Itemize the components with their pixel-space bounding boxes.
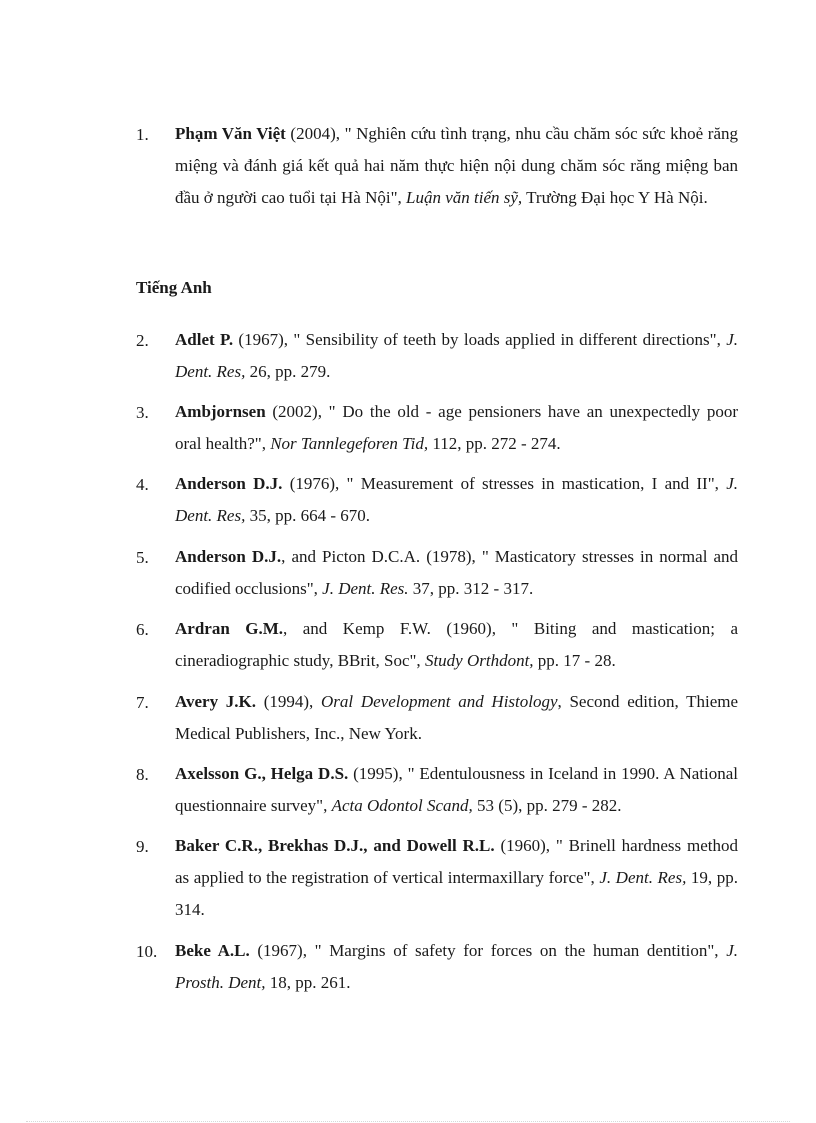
- reference-details: (1976), " Measurement of stresses in mastication, I and II",: [282, 474, 727, 493]
- reference-publication: , Second edition, Thieme Medical Publishers, Inc., New York.: [175, 692, 739, 743]
- reference-number: 8.: [136, 765, 149, 784]
- reference-details: (1995), " Edentulousness in Iceland in 1990. A National questionnaire survey",: [175, 764, 738, 815]
- reference-author: Ardran G.M.: [175, 619, 284, 638]
- reference-number: 9.: [136, 837, 149, 856]
- page-bottom-rule: [26, 1121, 790, 1122]
- reference-source: Luận văn tiến sỹ,: [406, 188, 523, 207]
- reference-text: [175, 830, 738, 926]
- reference-author: Adlet P.: [175, 330, 234, 349]
- reference-number: 4.: [136, 475, 149, 494]
- reference-publication: pp. 17 - 28.: [533, 651, 616, 670]
- reference-publication: 35, pp. 664 - 670.: [245, 506, 371, 525]
- reference-number: 5.: [136, 548, 149, 567]
- reference-number: 1.: [136, 125, 149, 144]
- reference-source: Study Orthdont,: [424, 651, 534, 670]
- reference-text: [175, 396, 738, 460]
- reference-text: [175, 541, 738, 605]
- reference-details: (1967), " Sensibility of teeth by loads applied in different directions",: [233, 330, 727, 349]
- reference-source: Nor Tannlegeforen Tid,: [270, 434, 429, 453]
- reference-publication: 37, pp. 312 - 317.: [408, 579, 534, 598]
- reference-author: Baker C.R., Brekhas D.J., and Dowell R.L.: [175, 836, 495, 855]
- reference-text: [175, 324, 738, 388]
- reference-author: Axelsson G., Helga D.S.: [175, 764, 349, 783]
- reference-publication: 26, pp. 279.: [245, 362, 331, 381]
- reference-text: [175, 758, 738, 822]
- reference-source: Acta Odontol Scand,: [331, 796, 473, 815]
- reference-details: , and Picton D.C.A. (1978), " Masticatory stresses in normal and codified occlusions",: [175, 547, 738, 598]
- reference-number: 3.: [136, 403, 149, 422]
- reference-source: J. Dent. Res,: [175, 330, 738, 381]
- reference-author: Beke A.L.: [175, 941, 250, 960]
- reference-text: [175, 468, 738, 532]
- reference-author: Anderson D.J.: [175, 474, 283, 493]
- reference-source: J. Dent. Res,: [175, 474, 738, 525]
- reference-details: (2002), " Do the old - age pensioners have an unexpectedly poor oral health?",: [175, 402, 738, 453]
- reference-author: Phạm Văn Việt: [175, 124, 286, 143]
- reference-text: [175, 686, 738, 750]
- reference-source: J. Dent. Res.: [322, 579, 409, 598]
- reference-number: 10.: [136, 942, 158, 961]
- reference-text: [175, 118, 738, 214]
- reference-publication: 53 (5), pp. 279 - 282.: [472, 796, 622, 815]
- reference-source: Oral Development and Histology: [321, 692, 558, 711]
- reference-publication: Trường Đại học Y Hà Nội.: [522, 188, 708, 207]
- reference-author: Avery J.K.: [175, 692, 257, 711]
- reference-details: , and Kemp F.W. (1960), " Biting and mastication; a cineradiographic study, BBrit, Soc",: [175, 619, 738, 670]
- section-heading: Tiếng Anh: [136, 278, 212, 297]
- reference-publication: 112, pp. 272 - 274.: [428, 434, 561, 453]
- reference-details: (1967), " Margins of safety for forces on the human dentition",: [249, 941, 727, 960]
- reference-number: 7.: [136, 693, 149, 712]
- reference-publication: 19, pp. 314.: [175, 868, 739, 919]
- reference-details: (2004), " Nghiên cứu tình trạng, nhu cầu chăm sóc sức khoẻ răng miệng và đánh giá kết quả hai năm thực hiện nội dung chăm sóc răng miệng ban đầu ở người cao tuổi tại Hà Nội",: [175, 124, 738, 207]
- reference-number: 2.: [136, 331, 149, 350]
- reference-text: [175, 935, 738, 999]
- reference-text: [175, 613, 738, 677]
- reference-details: (1994),: [256, 692, 322, 711]
- reference-number: 6.: [136, 620, 149, 639]
- reference-source: J. Prosth. Dent,: [175, 941, 738, 992]
- reference-publication: 18, pp. 261.: [265, 973, 351, 992]
- reference-author: Ambjornsen: [175, 402, 266, 421]
- reference-source: J. Dent. Res,: [599, 868, 687, 887]
- reference-details: (1960), " Brinell hardness method as applied to the registration of vertical intermaxillary force",: [175, 836, 738, 887]
- reference-author: Anderson D.J.: [175, 547, 282, 566]
